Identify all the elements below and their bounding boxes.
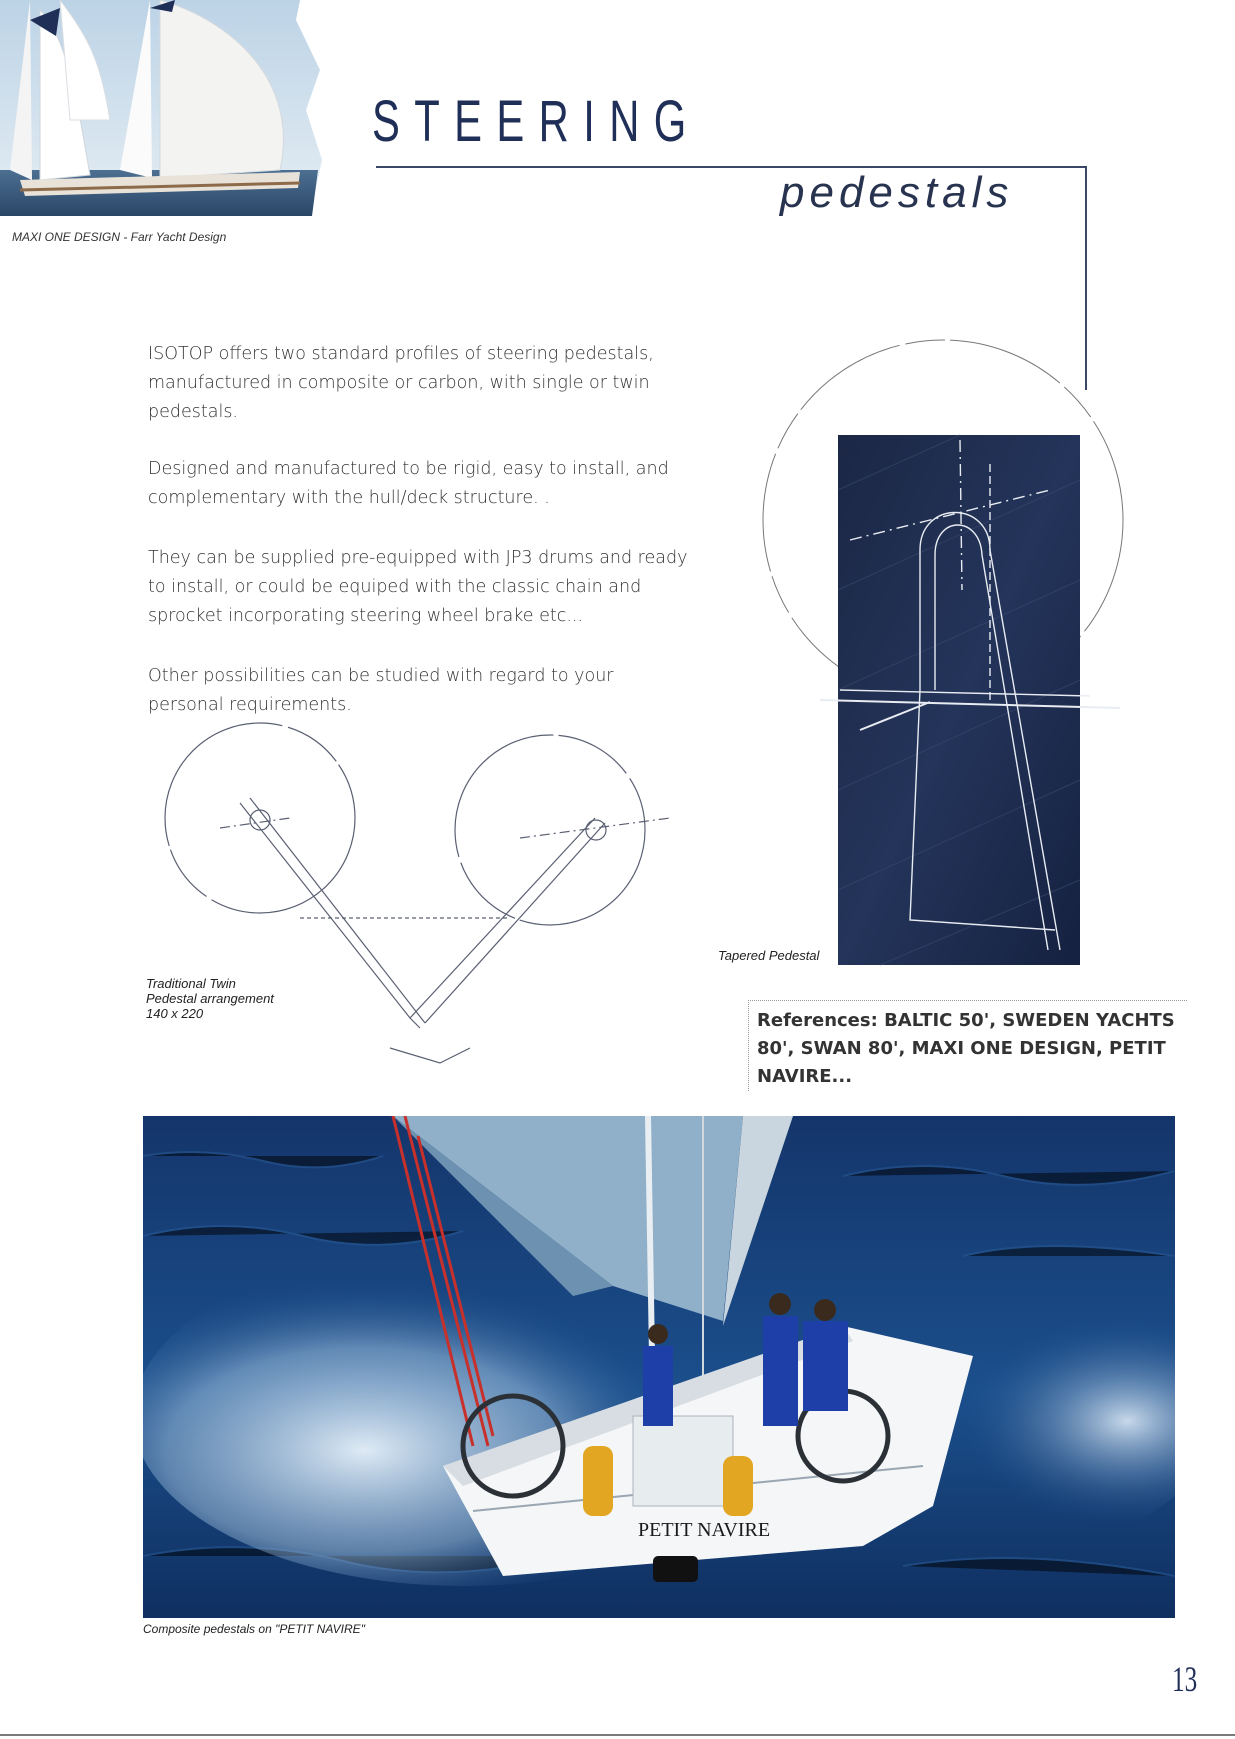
body-paragraph-1: ISOTOP offers two standard profiles of steering pedestals, manufactured in composite or carbon, with single or twin pedestals. [148, 344, 654, 422]
footer-rule [0, 1734, 1235, 1736]
body-paragraph-3: They can be supplied pre-equipped with JP3 drums and ready to install, or could be equiped with the classic chain and sprocket incorporating steering wheel brake etc... [148, 548, 688, 626]
regatta-sailboats-photo [0, 0, 330, 216]
header-photo-caption: MAXI ONE DESIGN - Farr Yacht Design [12, 230, 227, 244]
hull-name-text: PETIT NAVIRE [638, 1519, 771, 1541]
page-number: 13 [1172, 1659, 1198, 1699]
tapered-pedestal-caption: Tapered Pedestal [718, 948, 820, 963]
twin-caption-line-2: Pedestal arrangement [146, 991, 274, 1006]
boat-photo-caption: Composite pedestals on "PETIT NAVIRE" [143, 1622, 365, 1636]
twin-pedestal-caption [146, 976, 274, 1021]
tapered-pedestal-sketch [760, 330, 1140, 970]
body-paragraph-2: Designed and manufactured to be rigid, easy to install, and complementary with the hull/deck structure. . [148, 459, 669, 508]
page-subtitle: pedestals [780, 168, 1014, 217]
twin-caption-line-3: 140 x 220 [146, 1006, 204, 1021]
body-paragraph-4: Other possibilities can be studied with regard to your personal requirements. [148, 666, 614, 715]
page-title: STEERING [372, 89, 701, 154]
twin-pedestal-sketch [140, 718, 700, 1078]
references-text: References: BALTIC 50', SWEDEN YACHTS 80', SWAN 80', MAXI ONE DESIGN, PETIT NAVIRE... [748, 1000, 1187, 1091]
twin-caption-line-1: Traditional Twin [146, 976, 236, 991]
sailboat-petit-navire-photo [143, 1116, 1175, 1618]
